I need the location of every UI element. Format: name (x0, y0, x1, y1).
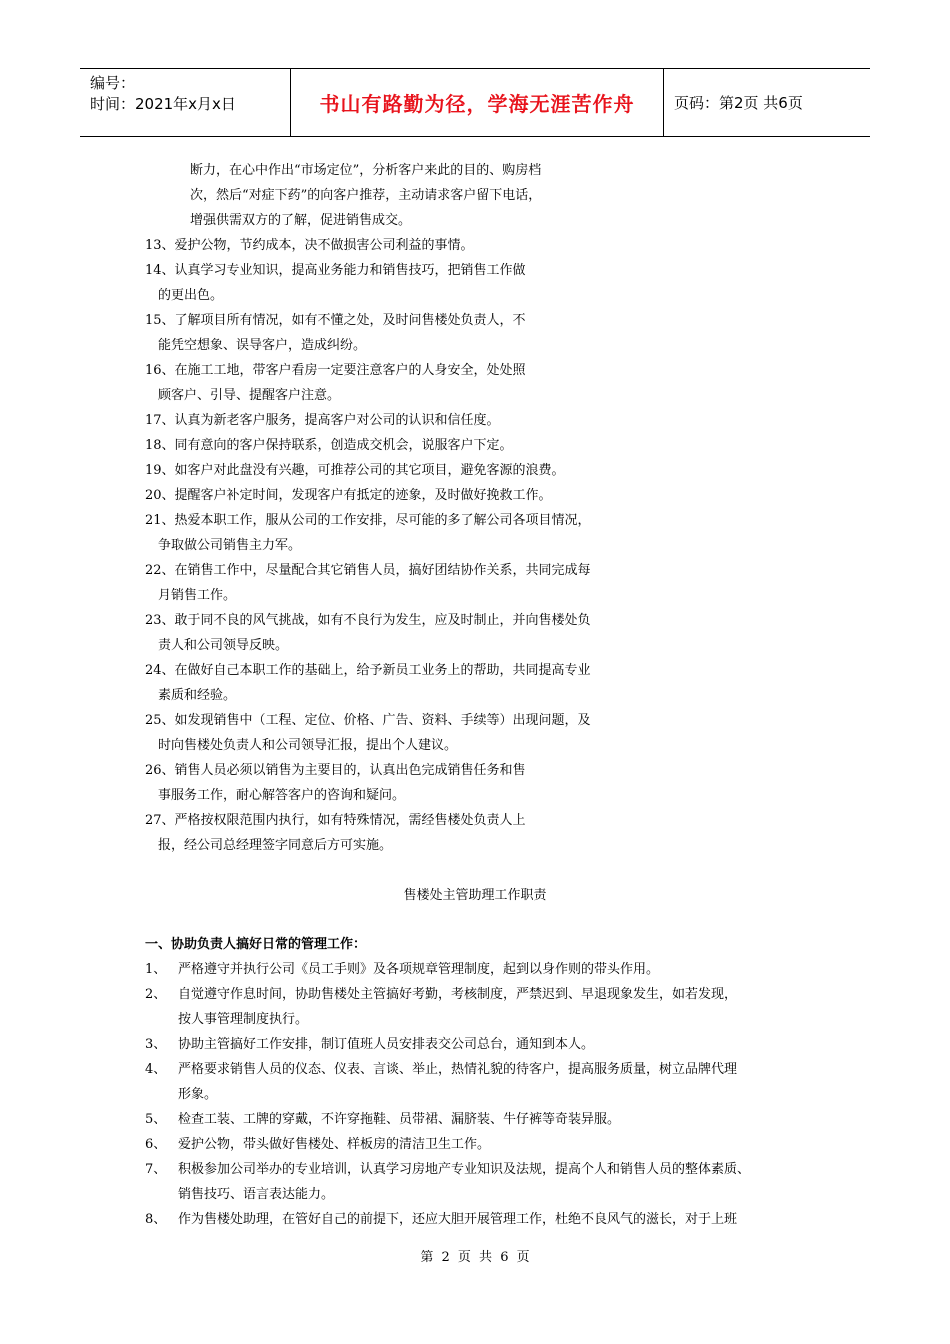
text-line: 22、在销售工作中，尽量配合其它销售人员，搞好团结协作关系，共同完成每 (145, 563, 591, 578)
text-line: 争取做公司销售主力军。 (158, 538, 302, 553)
text-line: 的更出色。 (158, 288, 224, 303)
item-number: 5、 (145, 1112, 167, 1127)
list-item (145, 1057, 835, 1082)
item-text: 检查工装、工牌的穿戴，不许穿拖鞋、员带裙、漏脐装、牛仔裤等奇装异服。 (178, 1112, 621, 1127)
item-number: 3、 (145, 1037, 167, 1052)
item-text: 协助主管搞好工作安排，制订值班人员安排表交公司总台，通知到本人。 (178, 1037, 595, 1052)
item-text: 爱护公物，带头做好售楼处、样板房的清洁卫生工作。 (178, 1137, 491, 1152)
header-info (80, 69, 291, 136)
page-footer: 第 2 页 共 6 页 (420, 1250, 530, 1265)
text-line: 能凭空想象、误导客户，造成纠纷。 (158, 338, 367, 353)
text-line: 20、提醒客户补定时间，发现客户有抵定的迹象，及时做好挽救工作。 (145, 488, 552, 503)
header-motto: 书山有路勤为径，学海无涯苦作舟 (291, 69, 664, 136)
document-time-label: 时间：2021年x月x日 (90, 95, 236, 113)
text-line: 19、如客户对此盘没有兴趣，可推荐公司的其它项目，避免客源的浪费。 (145, 463, 565, 478)
list-item (145, 982, 835, 1007)
item-number: 8、 (145, 1212, 167, 1227)
header-page-label: 页码：第2页 共6页 (674, 94, 803, 112)
text-line: 23、敢于同不良的风气挑战，如有不良行为发生，应及时制止，并向售楼处负 (145, 613, 591, 628)
text-line: 25、如发现销售中（工程、定位、价格、广告、资料、手续等）出现问题，及 (145, 713, 591, 728)
text-line: 断力，在心中作出“市场定位”，分析客户来此的目的、购房档 (190, 163, 542, 178)
text-line: 次，然后“对症下药”的向客户推荐，主动请求客户留下电话， (190, 188, 542, 203)
duties-list-continued (145, 158, 645, 858)
list-item (145, 1207, 835, 1232)
item-number: 6、 (145, 1137, 167, 1152)
item-text: 积极参加公司举办的专业培训，认真学习房地产专业知识及法规，提高个人和销售人员的整体素质、 (178, 1162, 751, 1177)
text-line: 24、在做好自己本职工作的基础上，给予新员工业务上的帮助，共同提高专业 (145, 663, 591, 678)
item-text-continued: 销售技巧、语言表达能力。 (178, 1187, 335, 1202)
text-line: 27、严格按权限范围内执行，如有特殊情况，需经售楼处负责人上 (145, 813, 526, 828)
item-text: 严格要求销售人员的仪态、仪表、言谈、举止，热情礼貌的待客户，提高服务质量，树立品牌代理 (178, 1062, 738, 1077)
document-id-label: 编号： (90, 74, 136, 92)
text-line: 顾客户、引导、提醒客户注意。 (158, 388, 341, 403)
text-line: 16、在施工工地，带客户看房一定要注意客户的人身安全，处处照 (145, 363, 526, 378)
list-item (145, 1107, 835, 1132)
numbered-duty-list (145, 957, 835, 1232)
text-line: 26、销售人员必须以销售为主要目的，认真出色完成销售任务和售 (145, 763, 526, 778)
text-line: 13、爱护公物，节约成本，决不做损害公司利益的事情。 (145, 238, 474, 253)
item-number: 2、 (145, 987, 167, 1002)
list-item (145, 1032, 835, 1057)
list-item (145, 1157, 835, 1182)
item-number: 4、 (145, 1062, 167, 1077)
text-line: 18、同有意向的客户保持联系，创造成交机会，说服客户下定。 (145, 438, 513, 453)
text-line: 报，经公司总经理签字同意后方可实施。 (158, 838, 393, 853)
text-line: 时向售楼处负责人和公司领导汇报，提出个人建议。 (158, 738, 458, 753)
item-text: 严格遵守并执行公司《员工手则》及各项规章管理制度，起到以身作则的带头作用。 (178, 962, 660, 977)
item-number: 1、 (145, 962, 167, 977)
item-text: 自觉遵守作息时间，协助售楼处主管搞好考勤，考核制度，严禁迟到、早退现象发生，如若发现， (178, 987, 738, 1002)
item-number: 7、 (145, 1162, 167, 1177)
text-line: 事服务工作，耐心解答客户的咨询和疑问。 (158, 788, 406, 803)
text-line: 月销售工作。 (158, 588, 237, 603)
text-line: 素质和经验。 (158, 688, 237, 703)
text-line: 责人和公司领导反映。 (158, 638, 289, 653)
item-text: 作为售楼处助理，在管好自己的前提下，还应大胆开展管理工作，杜绝不良风气的滋长，对于上班 (178, 1212, 738, 1227)
item-text-continued: 形象。 (178, 1087, 218, 1102)
text-line: 增强供需双方的了解，促进销售成交。 (190, 213, 412, 228)
item-text-continued: 按人事管理制度执行。 (178, 1012, 309, 1027)
assistant-duties (145, 932, 835, 1232)
list-item (145, 957, 835, 982)
section-title: 售楼处主管助理工作职责 (403, 888, 547, 903)
text-line: 21、热爱本职工作，服从公司的工作安排，尽可能的多了解公司各项目情况， (145, 513, 591, 528)
section-heading: 一、协助负责人搞好日常的管理工作： (145, 937, 367, 952)
text-line: 17、认真为新老客户服务，提高客户对公司的认识和信任度。 (145, 413, 500, 428)
text-line: 15、了解项目所有情况，如有不懂之处，及时问售楼处负责人，不 (145, 313, 526, 328)
list-item (145, 1132, 835, 1157)
page-header (80, 68, 870, 137)
text-line: 14、认真学习专业知识，提高业务能力和销售技巧，把销售工作做 (145, 263, 526, 278)
